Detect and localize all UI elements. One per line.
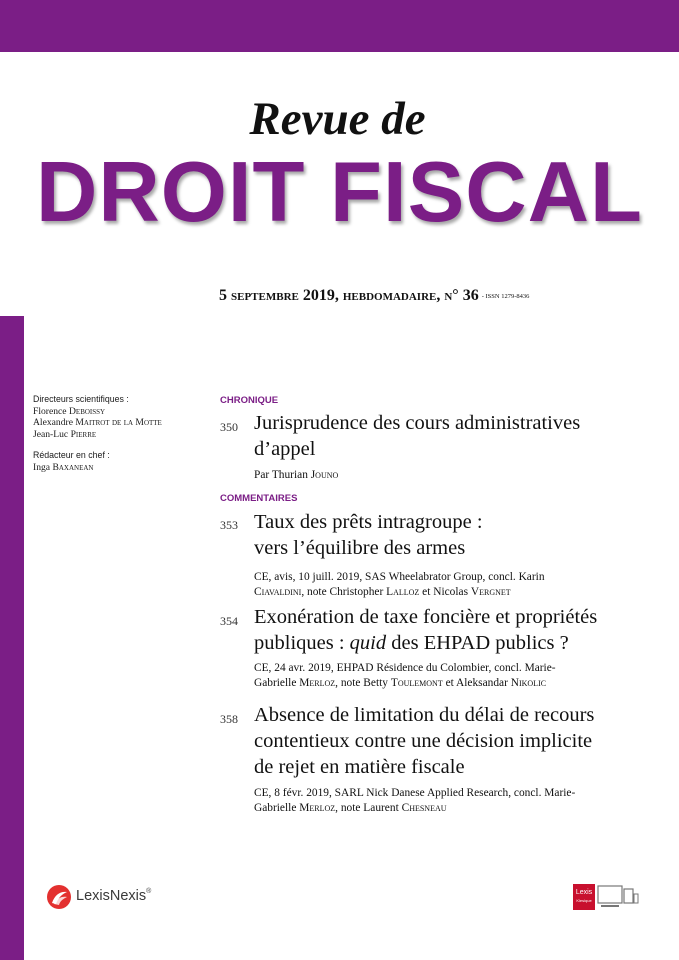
article-title[interactable]: Absence de limitation du délai de recours contentieux contre une décision implicite de rejet en matière fiscale [254,704,595,778]
article-title[interactable]: Exonération de taxe foncière et propriétés publiques : quid des EHPAD publics ? [254,606,598,654]
issue-date-text: 5 septembre 2019, hebdomadaire, n° 36 [219,287,479,304]
lexisnexis-logo[interactable] [46,884,176,912]
editor-label: Rédacteur en chef : [33,450,110,461]
publisher-name: LexisNexis® [76,888,152,904]
issue-dateline [219,287,529,305]
section-heading-commentaires: COMMENTAIRES [220,493,298,504]
article-author: Par Thurian Jouno [254,469,339,481]
article-number: 350 [220,420,238,434]
editor-name: Inga Baxanean [33,461,94,473]
director-name: Alexandre Maitrot de la Motte [33,417,162,429]
left-color-band [0,316,24,960]
director-name: Jean-Luc Pierre [33,428,97,440]
lexis-360-badge[interactable] [573,884,641,912]
directors-label: Directeurs scientifiques : [33,394,129,404]
top-color-band [0,0,679,52]
devices-icon [597,885,639,911]
lexisnexis-emblem-icon [46,884,72,910]
section-heading-chronique: CHRONIQUE [220,395,279,406]
article-number: 353 [220,518,238,532]
article-number: 354 [220,614,238,628]
director-name: Florence Deboissy [33,405,106,417]
article-title[interactable]: Taux des prêts intragroupe : vers l’équilibre des armes [254,511,483,559]
lexis-badge-icon: Lexis Klesique [573,884,595,910]
article-citation: CE, 8 févr. 2019, SARL Nick Danese Applied Research, concl. Marie- Gabrielle Merloz, note Laurent Chesneau [254,787,576,814]
masthead-title-line1: Revue de [249,93,426,145]
article-citation: CE, avis, 10 juill. 2019, SAS Wheelabrator Group, concl. Karin Ciavaldini, note Christopher Lalloz et Nicolas Vergnet [254,571,545,598]
article-title[interactable]: Jurisprudence des cours administratives d’appel [254,412,581,460]
article-number: 358 [220,712,238,726]
issn-text: - ISSN 1279-8436 [481,292,530,300]
editorial-board [33,394,223,474]
masthead-title-line2: DROIT FISCAL [36,145,643,240]
article-citation: CE, 24 avr. 2019, EHPAD Résidence du Colombier, concl. Marie- Gabrielle Merloz, note Betty Toulemont et Aleksandar Nikolic [254,662,556,689]
